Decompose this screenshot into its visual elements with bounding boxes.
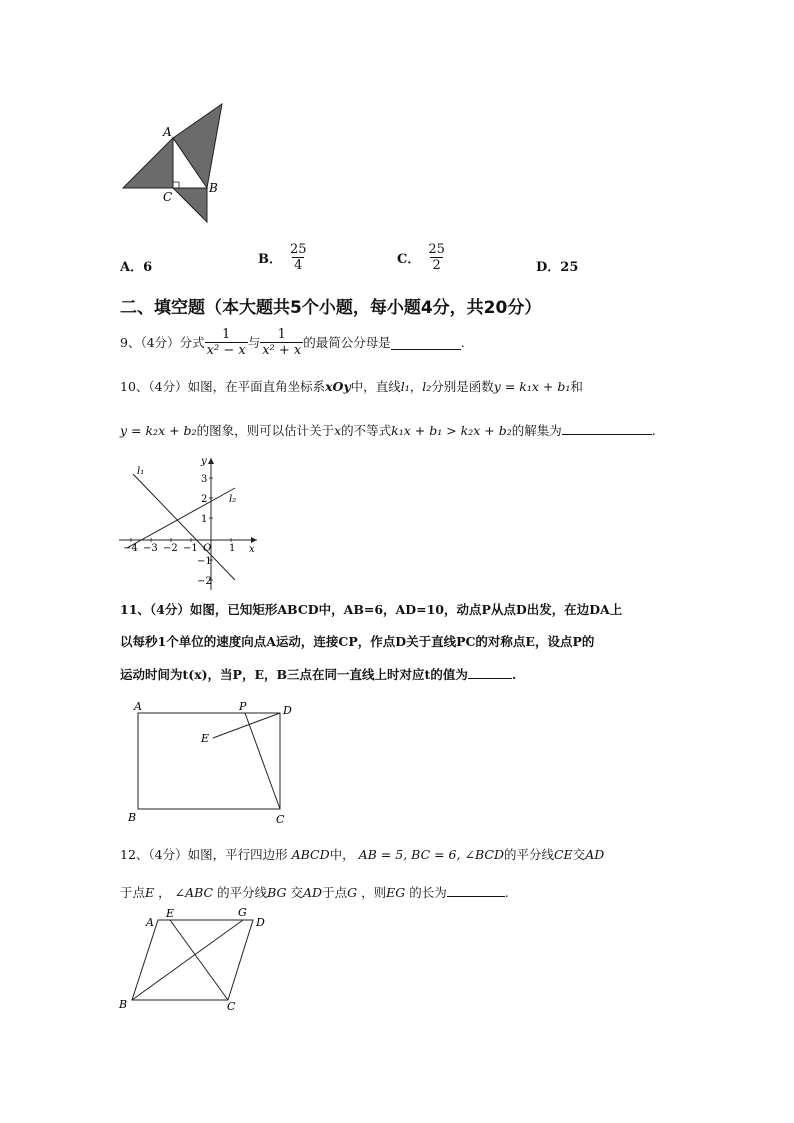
q8-label-b: B — [209, 181, 218, 195]
q10-x-label: x — [249, 544, 255, 555]
q12-line-bg — [132, 920, 243, 1000]
question-12-line-2: 于点E ， ∠ABC 的平分线BG 交AD于点G ，则EG 的长为 . — [120, 882, 509, 903]
q10-line-l2 — [127, 488, 235, 548]
q8-option-d: D．25 — [536, 260, 579, 275]
q10-coordinate-graph — [115, 452, 265, 594]
q10-origin-label: O — [203, 543, 212, 554]
q11-label-d: D — [283, 704, 292, 717]
q8-option-c: C． $\frac{25}{2}$ — [397, 242, 445, 273]
q8-left-shaded-triangle — [123, 138, 173, 188]
q10-ytick: −2 — [197, 576, 212, 587]
q9-answer-blank[interactable] — [391, 335, 461, 350]
question-10-line-2: y = k₂x + b₂的图象，则可以估计关于x的不等式k₁x + b₁ > k₂x + b₂的解集为 . — [120, 420, 656, 441]
q10-ytick: 2 — [201, 494, 208, 505]
q10-ytick: 3 — [201, 474, 208, 485]
q8-option-a: A．6 — [120, 260, 153, 275]
q8-triangle-figure — [115, 98, 235, 228]
q8-option-b: B． $\frac{25}{4}$ — [258, 242, 307, 273]
q11-answer-blank[interactable] — [468, 664, 512, 679]
q9-fraction-2: $\frac{1}{\text{x² + x}}$ — [262, 327, 302, 358]
q11-label-e: E — [201, 732, 210, 745]
q11-rectangle-figure — [125, 700, 310, 828]
q8-label-a: A — [163, 125, 172, 139]
q11-line-pc — [245, 713, 280, 809]
q12-label-e: E — [166, 907, 175, 920]
q8-label-c: C — [163, 190, 173, 204]
q12-label-d: D — [256, 916, 265, 929]
q12-label-b: B — [119, 998, 128, 1011]
q12-label-c: C — [227, 1000, 236, 1013]
q10-x-axis-arrow — [251, 537, 257, 543]
q8-bottom-shaded-triangle — [173, 188, 207, 222]
q10-xtick: −4 — [123, 543, 138, 554]
q12-answer-blank[interactable] — [447, 882, 505, 897]
question-11-line-3: 运动时间为t(x)，当P，E，B三点在同一直线上时对应t的值为 . — [120, 664, 516, 685]
q11-label-c: C — [276, 813, 285, 826]
q10-l1-label: l₁ — [137, 466, 145, 477]
section-2-title: 二、填空题（本大题共5个小题，每小题4分，共20分） — [120, 298, 542, 318]
q11-label-a: A — [134, 700, 142, 713]
q10-y-axis-arrow — [208, 458, 214, 464]
q10-xtick: −2 — [163, 543, 178, 554]
q12-line-ce — [170, 920, 228, 1000]
q10-ytick: 1 — [201, 514, 208, 525]
q11-label-p: P — [239, 700, 247, 713]
q10-answer-blank[interactable] — [562, 420, 652, 435]
question-9: 9、（4分）分式 $\frac{1}{\text{x² − x}}$ 与 $\frac{1}{\text{x² + x}}$ 的最简公分母是 . — [120, 327, 465, 358]
q10-line-l1 — [133, 474, 235, 580]
q10-xtick: −3 — [143, 543, 158, 554]
q11-label-b: B — [128, 811, 137, 824]
q12-label-a: A — [146, 916, 154, 929]
q10-xtick: −1 — [183, 543, 198, 554]
q12-label-g: G — [238, 906, 247, 919]
q10-xtick: 1 — [229, 543, 236, 554]
question-11-line-2: 以每秒1个单位的速度向点A运动，连接CP，作点D关于直线PC的对称点E，设点P的 — [120, 634, 595, 649]
q9-fraction-1: $\frac{1}{\text{x² − x}}$ — [206, 327, 246, 358]
q12-parallelogram — [132, 920, 253, 1000]
q12-parallelogram-figure — [115, 902, 275, 1014]
question-12-line-1: 12、（4分）如图，平行四边形 ABCD中， AB = 5, BC = 6, ∠BCD的平分线CE交AD — [120, 847, 605, 862]
question-11-line-1: 11、（4分）如图，已知矩形ABCD中，AB=6，AD=10，动点P从点D出发，在边DA上 — [120, 602, 623, 617]
q10-l2-label: l₂ — [229, 494, 237, 505]
q11-rectangle — [138, 713, 280, 809]
q10-y-label: y — [201, 456, 207, 467]
question-10-line-1: 10、（4分）如图，在平面直角坐标系xOy中，直线l₁，l₂分别是函数y = k₁x + b₁和 — [120, 379, 583, 394]
q10-ytick: −1 — [197, 556, 212, 567]
